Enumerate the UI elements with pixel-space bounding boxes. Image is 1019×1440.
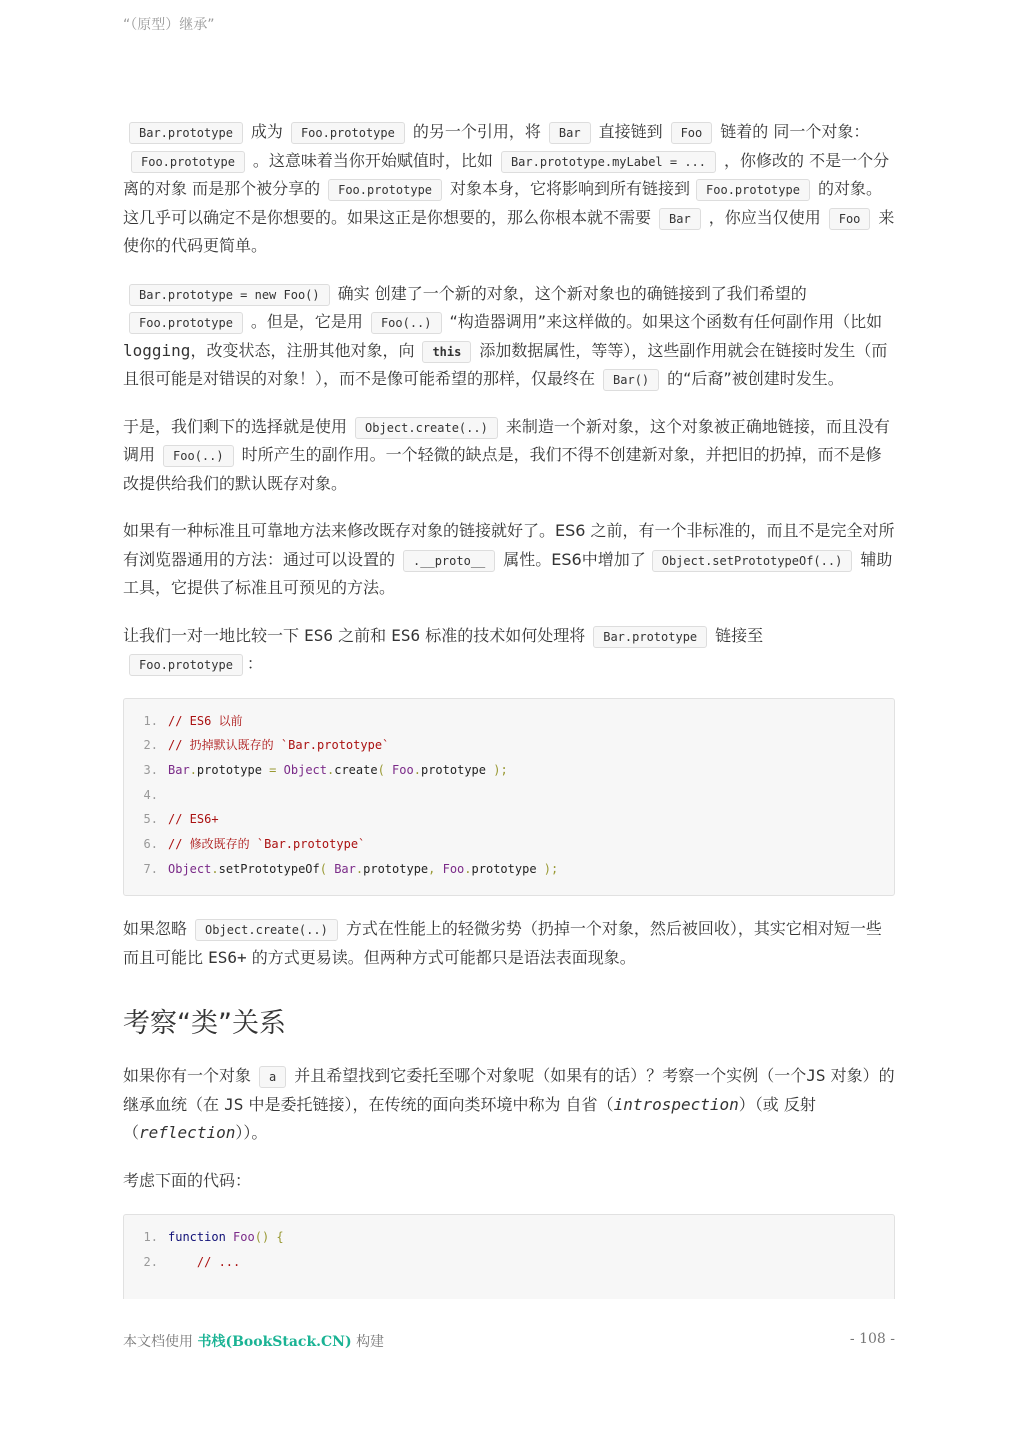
line-number: 2. bbox=[143, 1255, 158, 1269]
text: ））。 bbox=[235, 1123, 268, 1143]
inline-code: Object.setPrototypeOf(..) bbox=[652, 550, 853, 572]
text: 的“后裔”被创建时发生。 bbox=[667, 369, 844, 388]
paragraph-1 bbox=[123, 118, 895, 261]
text: 直接链到 bbox=[598, 122, 663, 141]
code-token bbox=[226, 1230, 233, 1244]
code-line bbox=[124, 709, 894, 734]
code-token: . bbox=[355, 861, 364, 876]
text: 成为 bbox=[250, 122, 283, 141]
code-token: Object bbox=[283, 762, 327, 777]
code-comment: // ES6 以前 bbox=[168, 713, 243, 728]
code-token: ); bbox=[536, 861, 559, 876]
code-token: Bar bbox=[168, 762, 190, 777]
line-number: 1. bbox=[143, 1230, 158, 1245]
code-token bbox=[168, 1255, 197, 1269]
text: 方式在性能上的轻微劣势（扔掉一个对象，然后被回收），其实它相对短一些而且可能比 bbox=[123, 919, 882, 967]
inline-code: Foo.prototype bbox=[131, 151, 245, 173]
code-token: ( bbox=[377, 762, 393, 777]
paragraph-3 bbox=[123, 413, 895, 499]
line-number: 2. bbox=[143, 738, 158, 753]
code-token: setPrototypeOf bbox=[218, 861, 320, 876]
code-token: = bbox=[261, 762, 284, 777]
footer-text: 构建 bbox=[356, 1334, 385, 1350]
paragraph-4 bbox=[123, 517, 895, 603]
code-token: create bbox=[334, 762, 378, 777]
code-token: ( bbox=[319, 861, 335, 876]
code-line bbox=[124, 783, 894, 808]
mono-text: ES6+ bbox=[208, 947, 247, 967]
inline-code: Foo bbox=[829, 208, 871, 230]
section-heading: 考察“类”关系 bbox=[123, 1008, 286, 1040]
text: “构造器调用”来这样做的。如果这个函数有任何副作用（比如 bbox=[449, 312, 883, 331]
text: 如果你有一个对象 bbox=[123, 1066, 252, 1086]
document-body bbox=[123, 118, 895, 1318]
code-token: . bbox=[327, 762, 335, 777]
text: 标准的技术如何处理将 bbox=[425, 625, 586, 645]
inline-code: Bar bbox=[549, 122, 591, 144]
inline-code: Foo bbox=[671, 122, 713, 144]
inline-code: Foo(..) bbox=[371, 312, 442, 334]
inline-code: Object.create(..) bbox=[195, 919, 338, 941]
inline-code: Bar bbox=[659, 208, 701, 230]
code-line bbox=[124, 857, 894, 882]
mono-text: JS bbox=[224, 1094, 244, 1114]
inline-code: this bbox=[422, 341, 471, 363]
code-comment: // 扔掉默认既存的 `Bar.prototype` bbox=[168, 738, 390, 753]
code-token: prototype bbox=[471, 861, 537, 876]
code-line bbox=[124, 1250, 894, 1275]
code-line bbox=[124, 832, 894, 857]
text: 来使你的代码更简单。 bbox=[123, 207, 895, 255]
inline-code: Foo.prototype bbox=[328, 179, 442, 201]
text: 对象）的继承血统（在 bbox=[123, 1066, 895, 1114]
text: 属性。ES6中增加了 bbox=[503, 549, 646, 569]
footer-text: 本文档使用 bbox=[123, 1334, 193, 1350]
code-token: Foo bbox=[233, 1230, 255, 1245]
inline-code: Foo(..) bbox=[163, 445, 234, 467]
text: ： bbox=[246, 654, 263, 673]
inline-code: Bar.prototype bbox=[593, 626, 707, 648]
inline-code: Foo.prototype bbox=[129, 312, 243, 334]
mono-text: logging bbox=[123, 340, 191, 360]
code-line bbox=[124, 733, 894, 758]
code-block-2 bbox=[123, 1214, 895, 1299]
code-comment: // 修改既存的 `Bar.prototype` bbox=[168, 836, 366, 851]
text: 如果忽略 bbox=[123, 919, 188, 939]
code-token: prototype bbox=[363, 861, 429, 876]
text: 对象本身，它将影响到所有链接到 bbox=[450, 179, 691, 198]
line-number: 4. bbox=[143, 787, 158, 802]
code-token: . bbox=[413, 762, 421, 777]
code-block-1 bbox=[123, 698, 895, 897]
paragraph-8 bbox=[123, 1167, 895, 1196]
code-token: Foo bbox=[392, 762, 414, 777]
inline-code: .__proto__ bbox=[403, 550, 495, 572]
text: 来制造一个新对象，这个对象被正确地链接，而且没有调用 bbox=[123, 416, 890, 464]
code-token: Foo bbox=[442, 861, 465, 876]
text: ，改变状态，注册其他对象，向 bbox=[190, 340, 415, 360]
inline-code: Bar() bbox=[603, 369, 659, 391]
inline-code: Bar.prototype = new Foo() bbox=[129, 284, 330, 306]
code-token: prototype bbox=[196, 762, 262, 777]
code-token: , bbox=[428, 861, 443, 876]
text: 。但是，它是用 bbox=[250, 312, 363, 331]
text: 之前和 bbox=[338, 625, 387, 645]
code-comment: // ... bbox=[196, 1255, 241, 1269]
paragraph-6 bbox=[123, 915, 895, 972]
paragraph-2 bbox=[123, 280, 895, 394]
code-line bbox=[124, 807, 894, 832]
code-token: . bbox=[211, 861, 219, 876]
code-keyword: function bbox=[168, 1230, 226, 1245]
line-number: 3. bbox=[143, 762, 158, 777]
line-number: 5. bbox=[143, 812, 158, 827]
text: 的对象。这几乎可以确定不是你想要的。如果这正是你想要的，那么你根本就不需要 bbox=[123, 179, 882, 227]
text: 添加数据属性，等等），这些副作用就会在链接时发生（而且很可能是对错误的对象！），而不是像可能希望的那样，仅最终在 bbox=[123, 340, 888, 388]
code-line bbox=[124, 1225, 894, 1250]
line-number: 7. bbox=[143, 861, 158, 876]
inline-code: a bbox=[259, 1066, 286, 1088]
text: 链着的 同一个对象： bbox=[720, 122, 870, 141]
text: 于是，我们剩下的选择就是使用 bbox=[123, 416, 348, 436]
page-number: - 108 - bbox=[849, 1331, 895, 1347]
inline-code: Object.create(..) bbox=[355, 417, 498, 439]
inline-code: Foo.prototype bbox=[696, 179, 810, 201]
code-token: () { bbox=[254, 1230, 284, 1245]
text: 辅助工具，它提供了标准且可预见的方法。 bbox=[123, 549, 893, 597]
text: 确实 创建了一个新的对象，这个新对象也的确链接到了我们希望的 bbox=[337, 283, 807, 303]
text: 考虑下面的代码： bbox=[123, 1170, 252, 1190]
text: 中是委托链接），在传统的面向类环境中称为 自省（ bbox=[248, 1094, 614, 1114]
mono-text: JS bbox=[806, 1066, 826, 1086]
inline-code: Foo.prototype bbox=[291, 122, 405, 144]
footer-brand-link[interactable]: 书栈(BookStack.CN) bbox=[197, 1334, 352, 1350]
inline-code: Foo.prototype bbox=[129, 654, 243, 676]
code-token: prototype bbox=[420, 762, 486, 777]
line-number: 1. bbox=[143, 713, 158, 728]
code-line bbox=[124, 758, 894, 783]
footer-credit bbox=[123, 1331, 384, 1351]
mono-text: ES6 bbox=[304, 625, 334, 645]
text: ，你应当仅使用 bbox=[708, 207, 821, 227]
code-token: Object bbox=[168, 861, 212, 876]
text: 的方式更易读。但两种方式可能都只是语法表面现象。 bbox=[251, 947, 636, 967]
code-token: . bbox=[464, 861, 472, 876]
paragraph-7 bbox=[123, 1062, 895, 1148]
italic-term: introspection bbox=[613, 1094, 739, 1114]
inline-code: Bar.prototype bbox=[129, 122, 243, 144]
text: 链接至 bbox=[715, 625, 764, 645]
code-token: ); bbox=[486, 762, 508, 777]
text: 的另一个引用，将 bbox=[412, 122, 541, 141]
text: 如果有一种标准且可靠地方法来修改既存对象的链接就好了。ES6 之前，有一个非标准的，而且不是完全对所有浏览器通用的方法：通过可以设置的 bbox=[123, 521, 895, 569]
text: 。这意味着当你开始赋值时，比如 bbox=[252, 150, 493, 170]
code-token: Bar bbox=[334, 861, 356, 876]
text: 并且希望找到它委托至哪个对象呢（如果有的话）？考察一个实例（一个 bbox=[294, 1066, 807, 1086]
mono-text: ES6 bbox=[391, 625, 421, 645]
code-comment: // ES6+ bbox=[168, 812, 219, 827]
italic-term: reflection bbox=[139, 1123, 236, 1143]
running-header: “（原型）继承” bbox=[123, 17, 215, 33]
text: ，你修改的 不是一个分离的对象 而是那个被分享的 bbox=[123, 150, 890, 198]
paragraph-5 bbox=[123, 622, 895, 679]
line-number: 6. bbox=[143, 836, 158, 851]
text: ）（或 反射（ bbox=[123, 1094, 816, 1143]
text: 时所产生的副作用。一个轻微的缺点是，我们不得不创建新对象，并把旧的扔掉，而不是修改提供给我们的默认既存对象。 bbox=[123, 445, 882, 493]
text: 让我们一对一地比较一下 bbox=[123, 625, 300, 645]
inline-code: Bar.prototype.myLabel = ... bbox=[501, 151, 716, 173]
code-token: . bbox=[189, 762, 197, 777]
